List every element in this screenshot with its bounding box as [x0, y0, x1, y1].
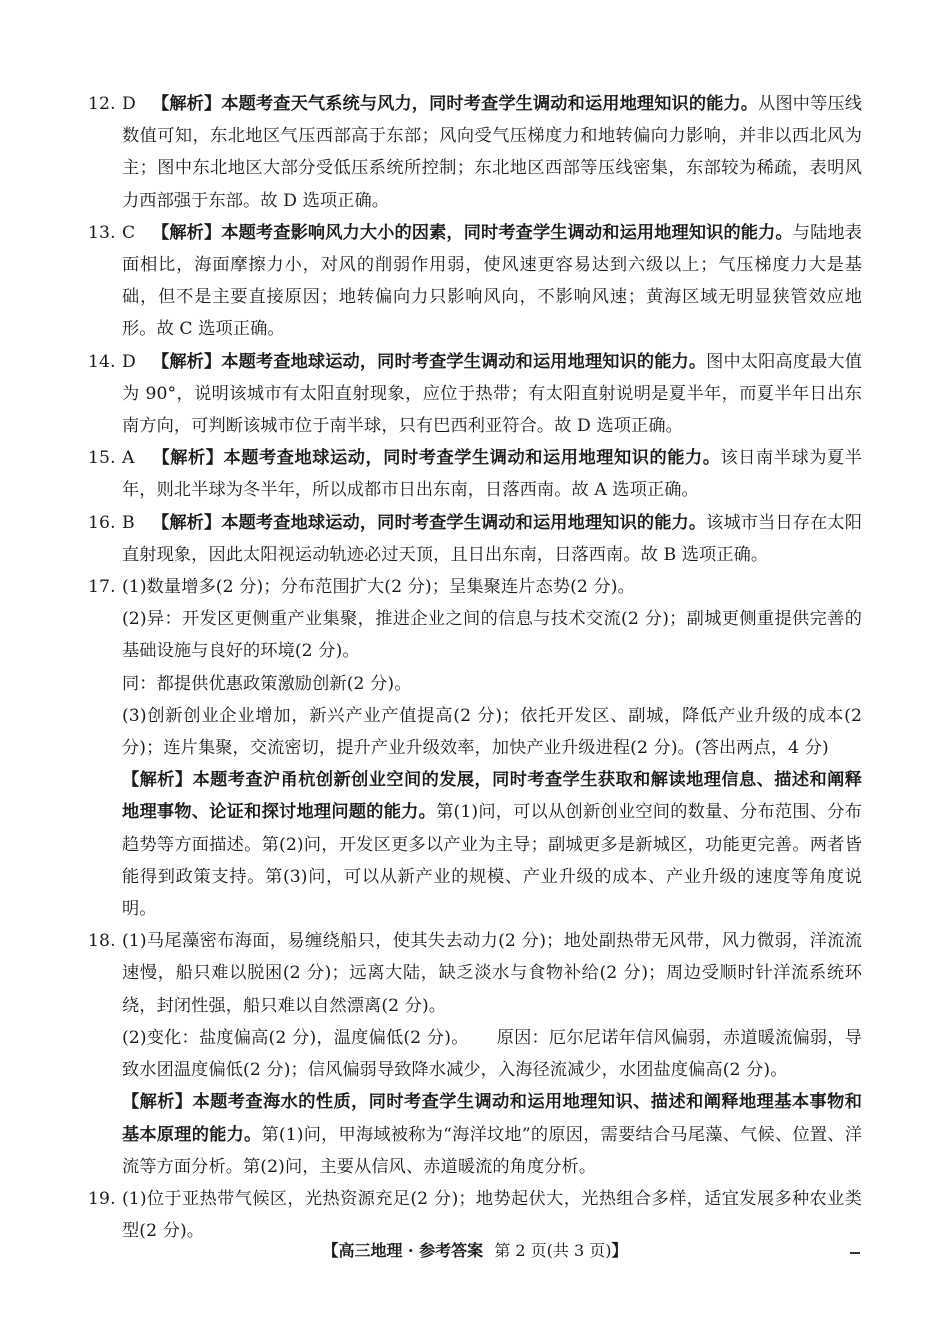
page-footer: [0, 1238, 950, 1261]
question-number: 14.: [88, 351, 116, 372]
answer-12: [88, 88, 862, 217]
analysis-text: 与陆地表面相比，海面摩擦力小，对风的削弱作用弱，使风速更容易达到六级以上；气压梯度力大是基础，但不是主要直接原因；地转偏向力只影响风向，不影响风速；黄海区域无明显狭管效应地形。故 C 选项正确。: [122, 222, 862, 340]
answer-part-1: (1)数量增多(2 分)；分布范围扩大(2 分)；呈集聚连片态势(2 分)。: [122, 577, 635, 598]
answer-choice: C: [122, 222, 136, 243]
answer-part-1: (1)位于亚热带气候区，光热资源充足(2 分)；地势起伏大，光热组合多样，适宜发展多种农业类型(2 分)。: [122, 1188, 862, 1242]
answer-content: [88, 88, 862, 1247]
question-number: 17.: [88, 577, 116, 598]
answer-15: [88, 442, 862, 506]
analysis-tag: 【解析】: [122, 770, 193, 791]
analysis-lead: 本题考查海水的性质，同时考查学生调动和运用地理知识、描述和阐释地理基本事物和基本原理的能力。: [122, 1092, 862, 1145]
analysis-text: 从图中等压线数值可知，东北地区气压西部高于东部；风向受气压梯度力和地转偏向力影响，并非以西北风为主；图中东北地区大部分受低压系统所控制；东北地区西部等压线密集，东部较为稀疏，表明风力西部强于东部。故 D 选项正确。: [122, 94, 862, 211]
answer-part-1: (1)马尾藻密布海面，易缠绕船只，使其失去动力(2 分)；地处副热带无风带，风力微弱，洋流流速慢，船只难以脱困(2 分)；远离大陆，缺乏淡水与食物补给(2 分)；周边受顺时针洋流系统环绕，封闭性强，船只难以自然漂离(2 分)。: [122, 931, 862, 1016]
analysis-text: 第(1)问，可以从创新创业空间的数量、分布范围、分布趋势等方面描述。第(2)问，开发区更多以产业为主导；副城更多是新城区，功能更完善。两者皆能得到政策支持。第(3)问，可以从新产业的规模、产业升级的成本、产业升级的速度等角度说明。: [122, 802, 862, 920]
analysis-tag: 【解析】: [122, 1092, 193, 1113]
answer-part-2: [88, 1022, 862, 1086]
analysis-18: [88, 1086, 862, 1183]
analysis-lead: 本题考查影响风力大小的因素，同时考查学生调动和运用地理知识的能力。: [221, 222, 793, 243]
question-number: 12.: [88, 94, 116, 114]
analysis-lead: 本题考查地球运动，同时考查学生调动和运用地理知识的能力。: [221, 351, 707, 372]
answer-choice: B: [122, 512, 135, 533]
footer-bracket: 】: [611, 1241, 628, 1260]
analysis-tag: 【解析】: [152, 94, 222, 114]
analysis-lead: 本题考查天气系统与风力，同时考查学生调动和运用地理知识的能力。: [221, 94, 759, 114]
question-number: 19.: [88, 1188, 116, 1209]
reason-text: 原因：厄尔尼诺年信风偏弱，赤道暖流偏弱，导致水团温度偏低(2 分)；信风偏弱导致降水减少，入海径流减少，水团盐度偏高(2 分)。: [122, 1027, 862, 1081]
question-number: 13.: [88, 222, 116, 243]
answer-17: [88, 571, 862, 603]
answer-choice: A: [122, 448, 135, 469]
answer-choice: D: [122, 351, 136, 372]
question-number: 16.: [88, 512, 116, 533]
analysis-text: 该城市当日存在太阳直射现象，因此太阳视运动轨迹必过天顶，且日出东南，日落西南。故 B 选项正确。: [122, 512, 862, 565]
answer-choice: D: [122, 94, 136, 114]
analysis-17: [88, 764, 862, 925]
answer-14: [88, 346, 862, 443]
analysis-tag: 【解析】: [152, 448, 224, 469]
answer-part-2-common: 同：都提供优惠政策激励创新(2 分)。: [122, 673, 412, 694]
answer-part-3: (3)创新创业企业增加，新兴产业产值提高(2 分)；依托开发区、副城，降低产业升级的成本(2 分)；连片集聚，交流密切，提升产业升级效率，加快产业升级进程(2 分)。(答出两点，4 分): [122, 705, 862, 759]
answer-part-2: (2)异：开发区更侧重产业集聚，推进企业之间的信息与技术交流(2 分)；副城更侧重提供完善的基础设施与良好的环境(2 分)。: [122, 609, 862, 662]
footer-title: 【高三地理 · 参考答案: [322, 1241, 484, 1260]
answer-18: [88, 925, 862, 1022]
change-text: (2)变化：盐度偏高(2 分)，温度偏低(2 分)。: [122, 1027, 469, 1048]
page-number: 第 2 页(共 3 页): [494, 1241, 612, 1260]
analysis-text: 该日南半球为夏半年，则北半球为冬半年，所以成都市日出东南，日落西南。故 A 选项正确。: [122, 448, 862, 501]
analysis-tag: 【解析】: [152, 351, 222, 372]
question-number: 18.: [88, 931, 116, 952]
analysis-text: 图中太阳高度最大值为 90°，说明该城市有太阳直射现象，应位于热带；有太阳直射说明是夏半年，而夏半年日出东南方向，可判断该城市位于南半球，只有巴西利亚符合。故 D 选项正确。: [122, 351, 862, 437]
analysis-tag: 【解析】: [152, 512, 222, 533]
answer-13: [88, 217, 862, 346]
analysis-lead: 本题考查沪甬杭创新创业空间的发展，同时考查学生获取和解读地理信息、描述和阐释地理事物、论证和探讨地理问题的能力。: [122, 770, 862, 823]
analysis-tag: 【解析】: [152, 222, 222, 243]
analysis-text: 第(1)问，甲海域被称为“海洋坟地”的原因，需要结合马尾藻、气候、位置、洋流等方面分析。第(2)问，主要从信风、赤道暖流的角度分析。: [122, 1124, 862, 1177]
analysis-lead: 本题考查地球运动，同时考查学生调动和运用地理知识的能力。: [223, 448, 721, 469]
corner-mark: [850, 1252, 860, 1254]
answer-16: [88, 507, 862, 571]
question-number: 15.: [88, 448, 116, 469]
analysis-lead: 本题考查地球运动，同时考查学生调动和运用地理知识的能力。: [221, 512, 707, 533]
